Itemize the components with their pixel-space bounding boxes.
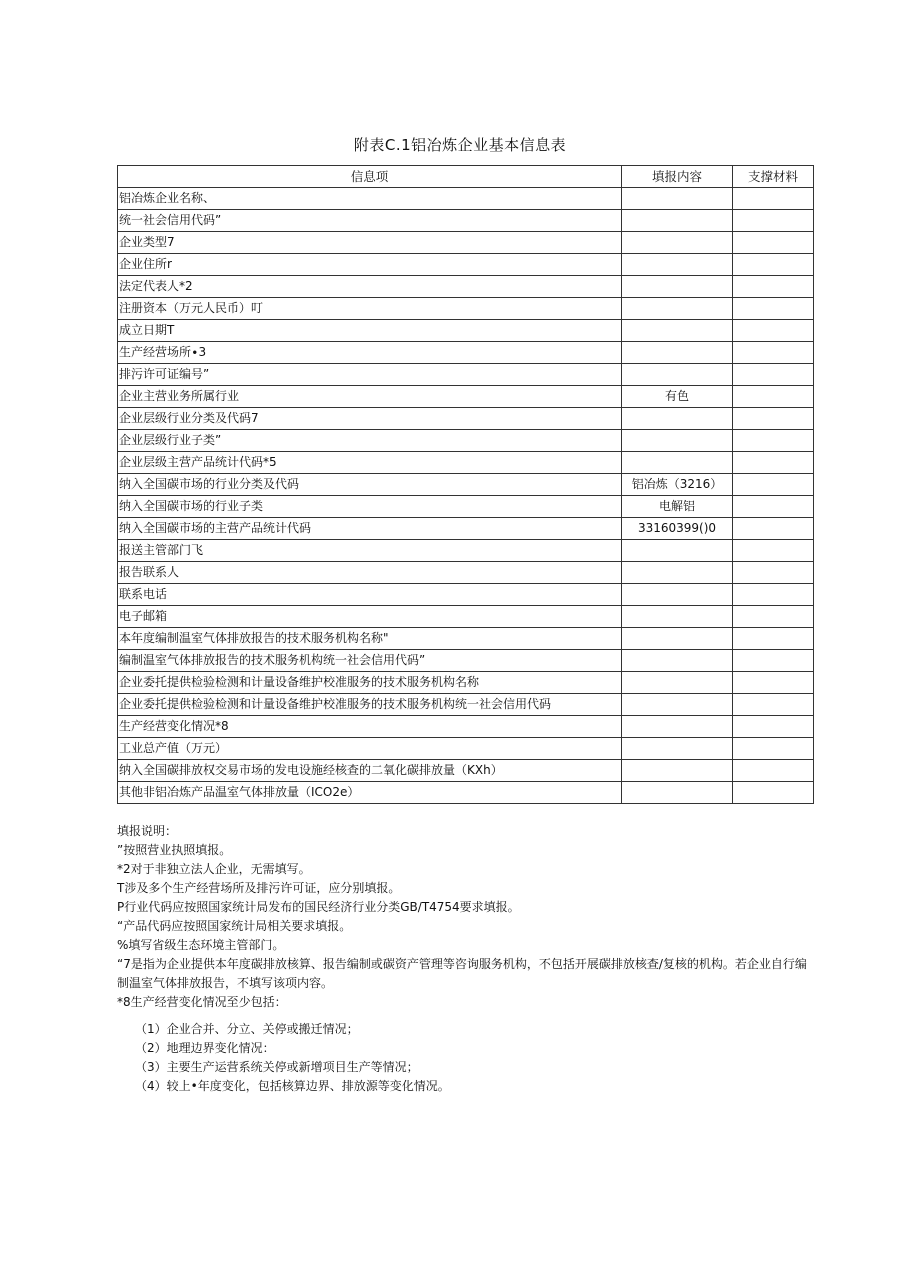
- row-content-cell: [622, 562, 733, 584]
- row-material-cell: [733, 782, 814, 804]
- row-content-cell: [622, 320, 733, 342]
- table-row: [118, 496, 814, 518]
- table-row: [118, 672, 814, 694]
- table-row: [118, 430, 814, 452]
- table-row: [118, 364, 814, 386]
- row-content-cell: [622, 694, 733, 716]
- row-content-cell: 33160399()0: [622, 518, 733, 540]
- row-material-cell: [733, 496, 814, 518]
- table-row: [118, 210, 814, 232]
- row-item-cell: 铝冶炼企业名称、: [118, 188, 622, 210]
- row-content-cell: [622, 298, 733, 320]
- table-row: [118, 540, 814, 562]
- notes-sub-items: [117, 1020, 817, 1096]
- row-item-cell: 纳入全国碳排放权交易市场的发电设施经核查的二氧化碳排放量（KXh）: [118, 760, 622, 782]
- row-item-cell: 报送主管部门飞: [118, 540, 622, 562]
- row-content-cell: [622, 782, 733, 804]
- note-sub-item: （2）地理边界变化情况：: [135, 1041, 275, 1055]
- table-row: [118, 650, 814, 672]
- row-item-cell: 企业住所r: [118, 254, 622, 276]
- row-material-cell: [733, 342, 814, 364]
- row-item-cell: 企业主营业务所属行业: [118, 386, 622, 408]
- row-item-cell: 企业委托提供检验检测和计量设备维护校准服务的技术服务机构统一社会信用代码: [118, 694, 622, 716]
- table-row: [118, 738, 814, 760]
- note-line: P行业代码应按照国家统计局发布的国民经济行业分类GB/T4754要求填报。: [117, 900, 520, 914]
- note-line: “产品代码应按照国家统计局相关要求填报。: [117, 919, 352, 933]
- row-item-cell: 联系电话: [118, 584, 622, 606]
- row-content-cell: [622, 408, 733, 430]
- row-item-cell: 纳入全国碳市场的行业子类: [118, 496, 622, 518]
- row-item-cell: 本年度编制温室气体排放报告的技术服务机构名称": [118, 628, 622, 650]
- row-content-cell: 铝冶炼（3216）: [622, 474, 733, 496]
- row-item-cell: 其他非铝冶炼产品温室气体排放量（ICO2e）: [118, 782, 622, 804]
- header-material: 支撑材料: [733, 166, 814, 188]
- note-line: T涉及多个生产经营场所及排污许可证，应分别填报。: [117, 881, 401, 895]
- table-row: [118, 628, 814, 650]
- notes-heading: 填报说明：: [117, 824, 178, 838]
- row-material-cell: [733, 738, 814, 760]
- row-material-cell: [733, 386, 814, 408]
- header-item: 信息项: [118, 166, 622, 188]
- row-item-cell: 电子邮箱: [118, 606, 622, 628]
- row-item-cell: 统一社会信用代码”: [118, 210, 622, 232]
- row-material-cell: [733, 430, 814, 452]
- row-material-cell: [733, 452, 814, 474]
- row-content-cell: 电解铝: [622, 496, 733, 518]
- row-material-cell: [733, 606, 814, 628]
- row-item-cell: 工业总产值（万元）: [118, 738, 622, 760]
- note-line: %填写省级生态环境主管部门。: [117, 938, 285, 952]
- table-row: [118, 716, 814, 738]
- table-row: [118, 232, 814, 254]
- row-material-cell: [733, 408, 814, 430]
- note-line: ”按照营业执照填报。: [117, 843, 232, 857]
- row-material-cell: [733, 540, 814, 562]
- row-material-cell: [733, 474, 814, 496]
- row-content-cell: [622, 232, 733, 254]
- row-material-cell: [733, 210, 814, 232]
- row-material-cell: [733, 276, 814, 298]
- row-material-cell: [733, 320, 814, 342]
- table-body: [118, 188, 814, 804]
- row-material-cell: [733, 628, 814, 650]
- row-item-cell: 注册资本（万元人民币）叮: [118, 298, 622, 320]
- row-item-cell: 纳入全国碳市场的行业分类及代码: [118, 474, 622, 496]
- note-line: “7是指为企业提供本年度碳排放核算、报告编制或碳资产管理等咨询服务机构，不包括开展碳排放核查/复核的机构。若企业自行编制温室气体排放报告，不填写该项内容。: [117, 957, 807, 990]
- row-item-cell: 法定代表人*2: [118, 276, 622, 298]
- table-row: [118, 320, 814, 342]
- row-material-cell: [733, 760, 814, 782]
- row-item-cell: 企业层级行业子类”: [118, 430, 622, 452]
- table-row: [118, 562, 814, 584]
- note-sub-item: （1）企业合并、分立、关停或搬迁情况；: [135, 1022, 359, 1036]
- header-content: 填报内容: [622, 166, 733, 188]
- row-content-cell: [622, 430, 733, 452]
- table-header-row: [118, 166, 814, 188]
- note-line: *2对于非独立法人企业，无需填写。: [117, 862, 311, 876]
- table-row: [118, 584, 814, 606]
- row-content-cell: [622, 650, 733, 672]
- notes-lines: [117, 841, 817, 1012]
- table-row: [118, 188, 814, 210]
- row-material-cell: [733, 584, 814, 606]
- row-item-cell: 编制温室气体排放报告的技术服务机构统一社会信用代码”: [118, 650, 622, 672]
- row-material-cell: [733, 298, 814, 320]
- table-row: [118, 518, 814, 540]
- row-item-cell: 企业委托提供检验检测和计量设备维护校准服务的技术服务机构名称: [118, 672, 622, 694]
- table-row: [118, 606, 814, 628]
- row-content-cell: [622, 364, 733, 386]
- row-material-cell: [733, 364, 814, 386]
- row-content-cell: [622, 342, 733, 364]
- table-row: [118, 474, 814, 496]
- row-item-cell: 企业层级主营产品统计代码*5: [118, 452, 622, 474]
- row-item-cell: 生产经营变化情况*8: [118, 716, 622, 738]
- row-content-cell: [622, 606, 733, 628]
- row-content-cell: [622, 584, 733, 606]
- row-content-cell: [622, 628, 733, 650]
- row-content-cell: [622, 738, 733, 760]
- row-content-cell: [622, 254, 733, 276]
- table-row: [118, 254, 814, 276]
- row-material-cell: [733, 672, 814, 694]
- row-material-cell: [733, 518, 814, 540]
- row-item-cell: 排污许可证编号”: [118, 364, 622, 386]
- row-material-cell: [733, 188, 814, 210]
- table-row: [118, 276, 814, 298]
- note-sub-item: （3）主要生产运营系统关停或新增项目生产等情况；: [135, 1060, 419, 1074]
- row-content-cell: [622, 540, 733, 562]
- row-content-cell: [622, 716, 733, 738]
- row-material-cell: [733, 716, 814, 738]
- row-item-cell: 企业类型7: [118, 232, 622, 254]
- row-content-cell: [622, 672, 733, 694]
- row-item-cell: 报告联系人: [118, 562, 622, 584]
- row-item-cell: 成立日期T: [118, 320, 622, 342]
- row-item-cell: 生产经营场所∙3: [118, 342, 622, 364]
- table-row: [118, 760, 814, 782]
- row-material-cell: [733, 232, 814, 254]
- table-row: [118, 298, 814, 320]
- table-row: [118, 408, 814, 430]
- row-material-cell: [733, 650, 814, 672]
- row-material-cell: [733, 254, 814, 276]
- page-title: 附表C.1铝冶炼企业基本信息表: [353, 136, 567, 154]
- table-row: [118, 694, 814, 716]
- row-material-cell: [733, 562, 814, 584]
- row-material-cell: [733, 694, 814, 716]
- row-item-cell: 纳入全国碳市场的主营产品统计代码: [118, 518, 622, 540]
- table-row: [118, 386, 814, 408]
- info-table: [117, 165, 814, 804]
- table-row: [118, 342, 814, 364]
- table-row: [118, 452, 814, 474]
- table-row: [118, 782, 814, 804]
- row-content-cell: [622, 452, 733, 474]
- note-sub-item: （4）较上•年度变化，包括核算边界、排放源等变化情况。: [135, 1079, 450, 1093]
- row-content-cell: [622, 760, 733, 782]
- row-content-cell: [622, 188, 733, 210]
- row-item-cell: 企业层级行业分类及代码7: [118, 408, 622, 430]
- row-content-cell: 有色: [622, 386, 733, 408]
- notes-section: [117, 822, 817, 1096]
- row-content-cell: [622, 210, 733, 232]
- row-content-cell: [622, 276, 733, 298]
- note-line: *8生产经营变化情况至少包括：: [117, 995, 287, 1009]
